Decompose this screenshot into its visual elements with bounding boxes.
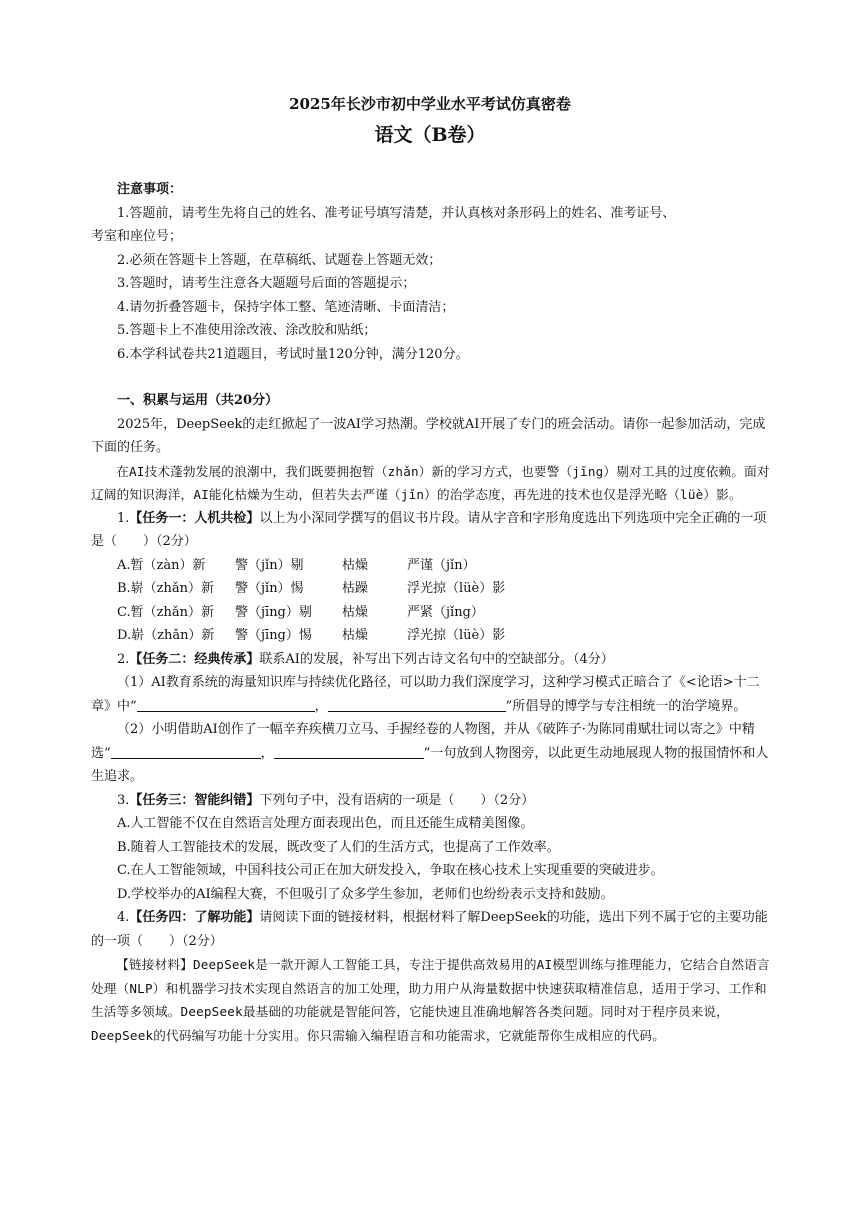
question-1 [91,507,773,554]
question-2-part-2 [91,718,773,789]
section-intro: 2025年，DeepSeek的走红掀起了一波AI学习热潮。学校就AI开展了专门的班会活动。请你一起参加活动，完成下面的任务。 [91,416,766,455]
question-number: 2. [117,651,130,667]
question-number: 1. [117,510,130,526]
exam-title: 2025年长沙市初中学业水平考试仿真密卷 [289,95,571,113]
section-heading: 一、积累与运用（共20分） [117,393,279,408]
prompt-text: ”一句放到人物图旁，以此更生动地展现人物的报国情怀和人生追求。 [91,745,769,784]
option-cell: 枯躁 [342,581,369,596]
option-cell: 浮光掠（lüè）影 [407,581,506,596]
material-text: DeepSeek是一款开源人工智能工具，专注于提供高效易用的AI模型训练与推理能力，它结合自然语言处理（NLP）和机器学习技术实现自然语言的加工处理，助力用户从海量数据中快速获取精准信息，适用于学习、工作和生活等多领域。DeepSeek最基础的功能就是智能问答，它能快速且准确地解答各类问题。同时对于程序员来说，DeepSeek的代码编写功能十分实用。你只需输入编程语言和功能需求，它就能帮你生成相应的代码。 [91,957,770,1043]
answer-blank[interactable] [111,743,261,759]
question-number: 3. [117,792,130,808]
option-cell: 枯燥 [342,604,369,620]
notice-item: 1.答题前，请考生先将自己的姓名、准考证号填写清楚，并认真核对条形码上的姓名、准考证号、 [117,205,676,221]
option-a [91,554,773,578]
notice-item: 2.必须在答题卡上答题，在草稿纸、试题卷上答题无效； [117,252,442,268]
option-cell: 警（jǐn）剔 [235,557,304,573]
prompt-text: （2）小明借助AI创作了一幅辛弃疾横刀立马、手握经卷的人物图，并从《破阵子·为陈同甫赋壮词以寄之》中精选“ [91,722,755,761]
option-cell: 警（jīng）惕 [235,628,312,643]
question-2 [91,648,773,672]
notice-item: 4.请勿折叠答题卡，保持字体工整、笔迹清晰、卡面清洁； [117,299,455,315]
passage: 在AI技术蓬勃发展的浪潮中，我们既要拥抱暂（zhǎn）新的学习方式，也要警（jīng）剔对工具的过度依赖。面对辽阔的知识海洋，AI能化枯燥为生动，但若失去严谨（jǐn）的治学态度，再先进的技术也仅是浮光略（lüè）影。 [91,463,770,502]
option-b: B.随着人工智能技术的发展，既改变了人们的生活方式，也提高了工作效率。 [117,839,560,855]
option-c: C.在人工智能领域，中国科技公司正在加大研发投入，争取在核心技术上实现重要的突破进步。 [117,863,664,878]
linked-material [91,953,773,1047]
question-3 [91,789,773,813]
question-text: 联系AI的发展，补写出下列古诗文名句中的空缺部分。（4分） [259,651,614,667]
exam-subtitle: 语文（B卷） [374,124,486,146]
task-label: 【任务四：了解功能】 [129,910,260,925]
question-number: 4. [117,910,130,925]
task-label: 【任务一：人机共检】 [129,510,260,526]
question-text: 以上为小深同学撰写的倡议书片段。请从字音和字形角度选出下列选项中完全正确的一项是（ ）（2分） [91,510,767,549]
answer-blank[interactable] [274,743,424,759]
option-cell: B.崭（zhǎn）新 [117,581,215,596]
exam-content [91,178,773,1047]
prompt-text: （1）AI教育系统的海量知识库与持续优化路径，可以助力我们深度学习，这种学习模式正暗合了《<论语>十二章》中“ [91,675,760,714]
question-4 [91,906,773,953]
task-label: 【任务二：经典传承】 [129,651,260,667]
notice-item: 6.本学科试卷共21道题目，考试时量120分钟，满分120分。 [117,346,469,362]
task-label: 【任务三：智能纠错】 [129,792,260,808]
prompt-text: ”所倡导的博学与专注相统一的治学境界。 [505,698,747,714]
option-cell: 严谨（jǐn） [407,557,476,573]
question-text: 下列句子中，没有语病的一项是（ ）（2分） [259,792,535,808]
notice-item: 5.答题卡上不准使用涂改液、涂改胶和贴纸； [117,323,377,338]
comma: ， [260,745,274,761]
option-cell: D.崭（zhǎn）新 [117,628,215,643]
option-b [91,577,773,601]
option-cell: 枯燥 [342,557,369,573]
option-cell: 严紧（jǐng） [407,604,484,620]
option-cell: 枯燥 [342,628,369,643]
question-2-part-1 [91,671,773,718]
option-cell: 浮光掠（lüè）影 [407,628,506,643]
option-d [91,624,773,648]
question-text: 请阅读下面的链接材料，根据材料了解DeepSeek的功能，选出下列不属于它的主要功能的一项（ ）（2分） [91,910,768,949]
notice-heading: 注意事项： [117,182,183,197]
answer-blank[interactable] [137,696,315,712]
option-d: D.学校举办的AI编程大赛，不但吸引了众多学生参加，老师们也纷纷表示支持和鼓励。 [117,886,614,902]
option-cell: 警（jǐn）惕 [235,581,304,596]
answer-blank[interactable] [328,696,506,712]
notice-item: 3.答题时，请考生注意各大题题号后面的答题提示； [117,276,416,291]
material-label: 【链接材料】 [116,957,193,972]
comma: ， [314,698,328,714]
option-cell: A.暂（zàn）新 [117,557,206,573]
option-cell: 警（jīng）剔 [235,604,312,620]
option-c [91,601,773,625]
notice-item: 考室和座位号； [91,229,183,244]
option-a: A.人工智能不仅在自然语言处理方面表现出色，而且还能生成精美图像。 [117,816,534,831]
q1-options [91,554,773,648]
option-cell: C.暂（zhǎn）新 [117,604,214,620]
